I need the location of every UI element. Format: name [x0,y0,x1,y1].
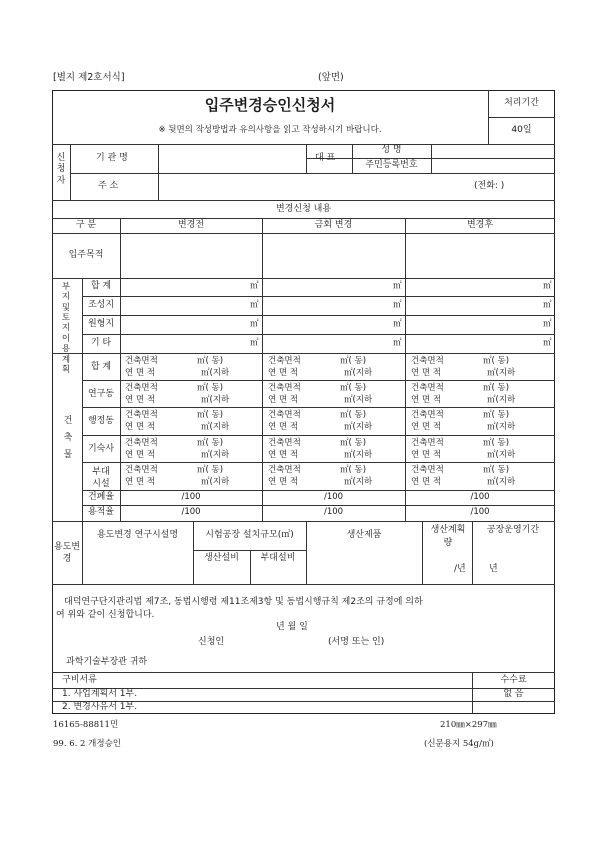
floor-area-unit: ㎡(지하 [201,368,230,378]
building-row-label: 행정동 [87,416,115,426]
building-area-label: 건축면적 [125,410,158,420]
land-row-label: 조성지 [87,300,115,310]
building-area-unit: ㎡( 동) [483,356,510,366]
usage-col-facility: 용도변경 연구시설명 [96,530,179,540]
unit-m2: ㎡ [250,338,259,348]
building-area-unit: ㎡( 동) [340,383,367,393]
paper-type: (신문용지 54g/㎡) [424,739,494,749]
floor-area-unit: ㎡(지하 [344,395,373,405]
unit-m2: ㎡ [543,300,552,310]
floor-area-unit: ㎡(지하 [344,368,373,378]
usage-col-plan: 생산계획량 [430,525,466,548]
building-area-label: 건축면적 [125,465,158,475]
doc-item-2: 2. 변경사유서 1부. [62,702,138,712]
floor-area-unit: ㎡(지하 [201,477,230,487]
floor-area-label: 연 면 적 [411,422,442,432]
usage-years: 년 [489,564,498,574]
building-area-unit: ㎡( 동) [340,410,367,420]
usage-per-year: /년 [454,564,466,574]
floor-area-label: 연 면 적 [268,395,299,405]
ratio-unit: /100 [181,507,201,517]
building-area-label: 건축면적 [125,356,158,366]
unit-m2: ㎡ [543,281,552,291]
approval-date: 99. 6. 2 개정승인 [53,739,121,749]
floor-area-unit: ㎡(지하 [487,450,516,460]
col-category: 구 분 [75,220,97,230]
building-area-label: 건축면적 [268,438,301,448]
building-area-unit: ㎡( 동) [340,356,367,366]
land-row-label: 원형지 [87,319,115,329]
applicant-label: 신청인 [198,637,225,647]
floor-area-label: 연 면 적 [125,477,156,487]
building-area-unit: ㎡( 동) [340,438,367,448]
floor-area-unit: ㎡(지하 [344,422,373,432]
doc-item-1: 1. 사업계획서 1부. [62,689,138,699]
form-code: 16165-88811민 [53,720,119,730]
ratio-unit: /100 [323,507,344,517]
unit-m2: ㎡ [393,319,402,329]
building-area-unit: ㎡( 동) [340,465,367,475]
col-after: 변경후 [466,220,494,230]
usage-col-period: 공장운영기간 [486,525,540,535]
col-this-change: 금회 변경 [314,220,353,230]
floor-area-label: 연 면 적 [268,450,299,460]
org-name-label: 기 관 명 [96,153,128,163]
address-label: 주 소 [98,181,119,191]
building-area-label: 건축면적 [268,356,301,366]
building-area-unit: ㎡( 동) [483,438,510,448]
building-area-unit: ㎡( 동) [197,465,224,475]
ratio-unit: /100 [470,507,490,517]
floor-area-unit: ㎡(지하 [201,422,230,432]
floor-area-label: 연 면 적 [268,422,299,432]
building-area-unit: ㎡( 동) [197,438,224,448]
floor-area-label: 연 면 적 [411,395,442,405]
usage-sub-production: 생산설비 [204,553,239,563]
building-row-label: 부대시설 [92,467,110,490]
land-row-label: 기 타 [90,338,112,348]
declaration-line-2: 여 위와 같이 신청합니다. [56,610,155,620]
addressee: 과학기술부장관 귀하 [66,657,148,667]
building-area-label: 건축면적 [411,438,444,448]
floor-area-unit: ㎡(지하 [201,395,230,405]
unit-m2: ㎡ [543,338,552,348]
floor-area-unit: ㎡(지하 [344,477,373,487]
building-row-label: 기숙사 [87,444,115,454]
building-area-label: 건축면적 [268,410,301,420]
ratio-row-label: 용적율 [87,507,115,517]
floor-area-label: 연 면 적 [411,368,442,378]
building-area-label: 건축면적 [125,383,158,393]
floor-area-label: 연 면 적 [411,477,442,487]
floor-area-label: 연 면 적 [125,450,156,460]
unit-m2: ㎡ [250,281,259,291]
building-area-label: 건축면적 [411,410,444,420]
land-row-label: 합 계 [90,281,112,291]
floor-area-unit: ㎡(지하 [487,422,516,432]
floor-area-unit: ㎡(지하 [487,477,516,487]
floor-area-label: 연 면 적 [125,368,156,378]
applicant-section-label: 신청자 [56,153,66,186]
ratio-row-label: 건폐율 [87,492,115,502]
signature-label: (서명 또는 인) [328,637,385,647]
name-label: 성 명 [381,145,402,155]
ratio-unit: /100 [181,492,201,502]
col-before: 변경전 [177,220,205,230]
processing-period-label: 처리기간 [504,98,539,108]
usage-col-product: 생산제품 [346,530,382,540]
fee-value: 없 음 [503,689,524,699]
floor-area-label: 연 면 적 [268,477,299,487]
unit-m2: ㎡ [393,338,402,348]
change-section-title: 변경신청 내용 [275,204,332,214]
fee-label: 수수료 [500,675,527,685]
building-label: 건축물 [63,416,73,461]
paper-size: 210㎜×297㎜ [440,720,497,730]
resident-number-label: 주민등록번호 [365,160,418,170]
building-area-unit: ㎡( 동) [197,383,224,393]
building-area-label: 건축면적 [268,465,301,475]
building-area-label: 건축면적 [411,383,444,393]
floor-area-unit: ㎡(지하 [201,450,230,460]
purpose-label: 입주목적 [68,250,104,260]
building-area-label: 건축면적 [268,383,301,393]
floor-area-label: 연 면 적 [268,368,299,378]
declaration-line-1: 대덕연구단지관리법 제7조, 동법시행령 제11조제3항 및 동법시행규칙 제2조의 규정에 의하 [64,597,423,607]
unit-m2: ㎡ [250,319,259,329]
form-number: [별지 제2호서식] [53,72,125,83]
building-area-unit: ㎡( 동) [483,465,510,475]
usage-change-label: 용도변경 [53,542,81,565]
usage-col-scale: 시험공장 설치규모(㎡) [205,530,294,540]
building-area-unit: ㎡( 동) [483,410,510,420]
building-row-label: 연구동 [87,389,115,399]
page-side: (앞면) [318,72,344,83]
building-area-label: 건축면적 [411,465,444,475]
building-area-unit: ㎡( 동) [483,383,510,393]
building-area-unit: ㎡( 동) [197,410,224,420]
form-title: 입주변경승인신청서 [204,96,336,114]
processing-period-value: 40일 [511,125,532,135]
ratio-unit: /100 [323,492,344,502]
instruction-note: ※ 뒷면의 작성방법과 유의사항을 읽고 작성하시기 바랍니다. [158,125,382,135]
land-use-label: 부지및토지이용계획 [61,282,71,375]
unit-m2: ㎡ [393,300,402,310]
floor-area-unit: ㎡(지하 [487,395,516,405]
unit-m2: ㎡ [393,281,402,291]
unit-m2: ㎡ [250,300,259,310]
building-area-unit: ㎡( 동) [197,356,224,366]
floor-area-label: 연 면 적 [125,395,156,405]
floor-area-unit: ㎡(지하 [344,450,373,460]
floor-area-label: 연 면 적 [125,422,156,432]
floor-area-unit: ㎡(지하 [487,368,516,378]
building-row-label: 합 계 [90,362,112,372]
floor-area-label: 연 면 적 [411,450,442,460]
ratio-unit: /100 [470,492,490,502]
building-area-label: 건축면적 [125,438,158,448]
building-area-label: 건축면적 [411,356,444,366]
unit-m2: ㎡ [543,319,552,329]
representative-label: 대 표 [315,153,336,163]
phone-label: (전화: ) [474,181,505,191]
usage-sub-auxiliary: 부대설비 [260,553,296,563]
declaration-date: 년 월 일 [276,622,308,632]
required-docs-label: 구비서류 [62,675,97,685]
